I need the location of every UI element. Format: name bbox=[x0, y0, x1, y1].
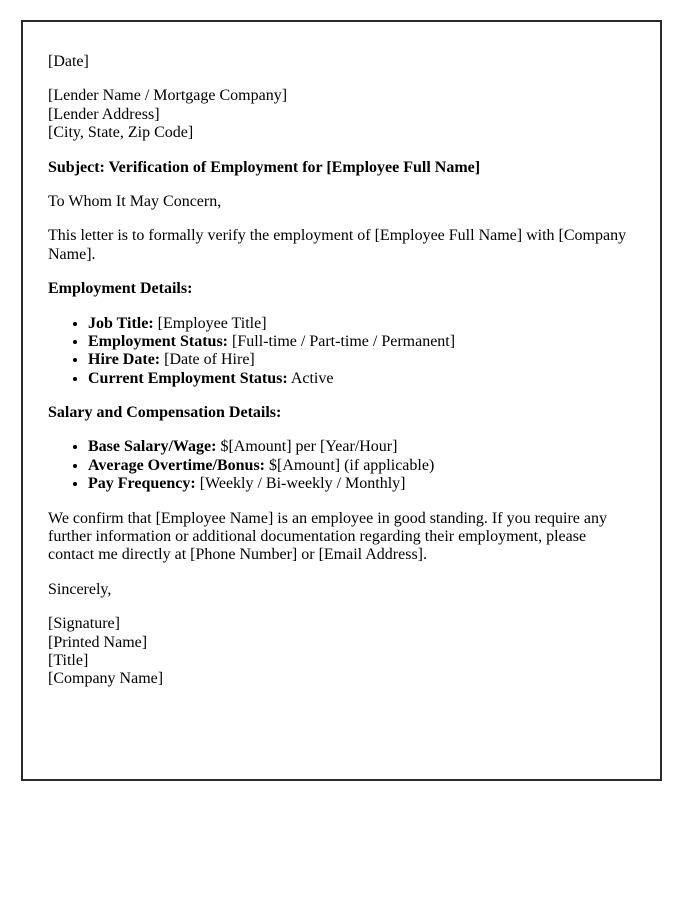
signature-block bbox=[48, 615, 635, 689]
salary-details-list bbox=[48, 438, 635, 493]
employment-detail-item bbox=[88, 351, 635, 369]
item-label: Job Title: bbox=[88, 314, 154, 332]
employment-details-heading: Employment Details: bbox=[48, 280, 193, 298]
recipient-line-1: [Lender Name / Mortgage Company] bbox=[48, 87, 288, 105]
employment-details-list bbox=[48, 315, 635, 389]
salary-detail-item bbox=[88, 475, 635, 493]
item-label: Average Overtime/Bonus: bbox=[88, 456, 265, 474]
printed-name-line: [Printed Name] bbox=[48, 633, 148, 651]
employment-detail-item bbox=[88, 370, 635, 388]
item-value: [Full-time / Part-time / Permanent] bbox=[232, 332, 456, 350]
item-label: Current Employment Status: bbox=[88, 369, 288, 387]
company-name-line: [Company Name] bbox=[48, 670, 164, 688]
item-value: $[Amount] (if applicable) bbox=[269, 456, 435, 474]
employment-detail-item bbox=[88, 315, 635, 333]
item-label: Pay Frequency: bbox=[88, 475, 196, 493]
recipient-block bbox=[48, 87, 635, 142]
item-label: Base Salary/Wage: bbox=[88, 438, 217, 456]
item-label: Employment Status: bbox=[88, 332, 229, 350]
salutation: To Whom It May Concern, bbox=[48, 192, 222, 210]
date-line: [Date] bbox=[48, 53, 89, 70]
title-line: [Title] bbox=[48, 651, 89, 669]
intro-paragraph: This letter is to formally verify the employment of [Employee Full Name] with [Company Name]. bbox=[48, 227, 627, 263]
item-value: [Weekly / Bi-weekly / Monthly] bbox=[199, 475, 406, 493]
signature-line: [Signature] bbox=[48, 615, 120, 633]
item-label: Hire Date: bbox=[88, 351, 161, 369]
salary-detail-item bbox=[88, 438, 635, 456]
recipient-line-3: [City, State, Zip Code] bbox=[48, 124, 194, 142]
item-value: $[Amount] per [Year/Hour] bbox=[220, 438, 398, 456]
recipient-line-2: [Lender Address] bbox=[48, 105, 160, 123]
item-value: [Date of Hire] bbox=[164, 351, 255, 369]
closing-paragraph: We confirm that [Employee Name] is an employee in good standing. If you require any further information or additional documentation regarding their employment, please contact me directly at [Phone Number] or [Email Address]. bbox=[48, 509, 607, 564]
employment-detail-item bbox=[88, 333, 635, 351]
signoff: Sincerely, bbox=[48, 580, 112, 598]
item-value: Active bbox=[290, 369, 334, 387]
salary-detail-item bbox=[88, 457, 635, 475]
item-value: [Employee Title] bbox=[157, 314, 267, 332]
letter-frame bbox=[21, 20, 662, 781]
salary-details-heading: Salary and Compensation Details: bbox=[48, 404, 282, 422]
subject-line: Subject: Verification of Employment for [Employee Full Name] bbox=[48, 158, 481, 176]
